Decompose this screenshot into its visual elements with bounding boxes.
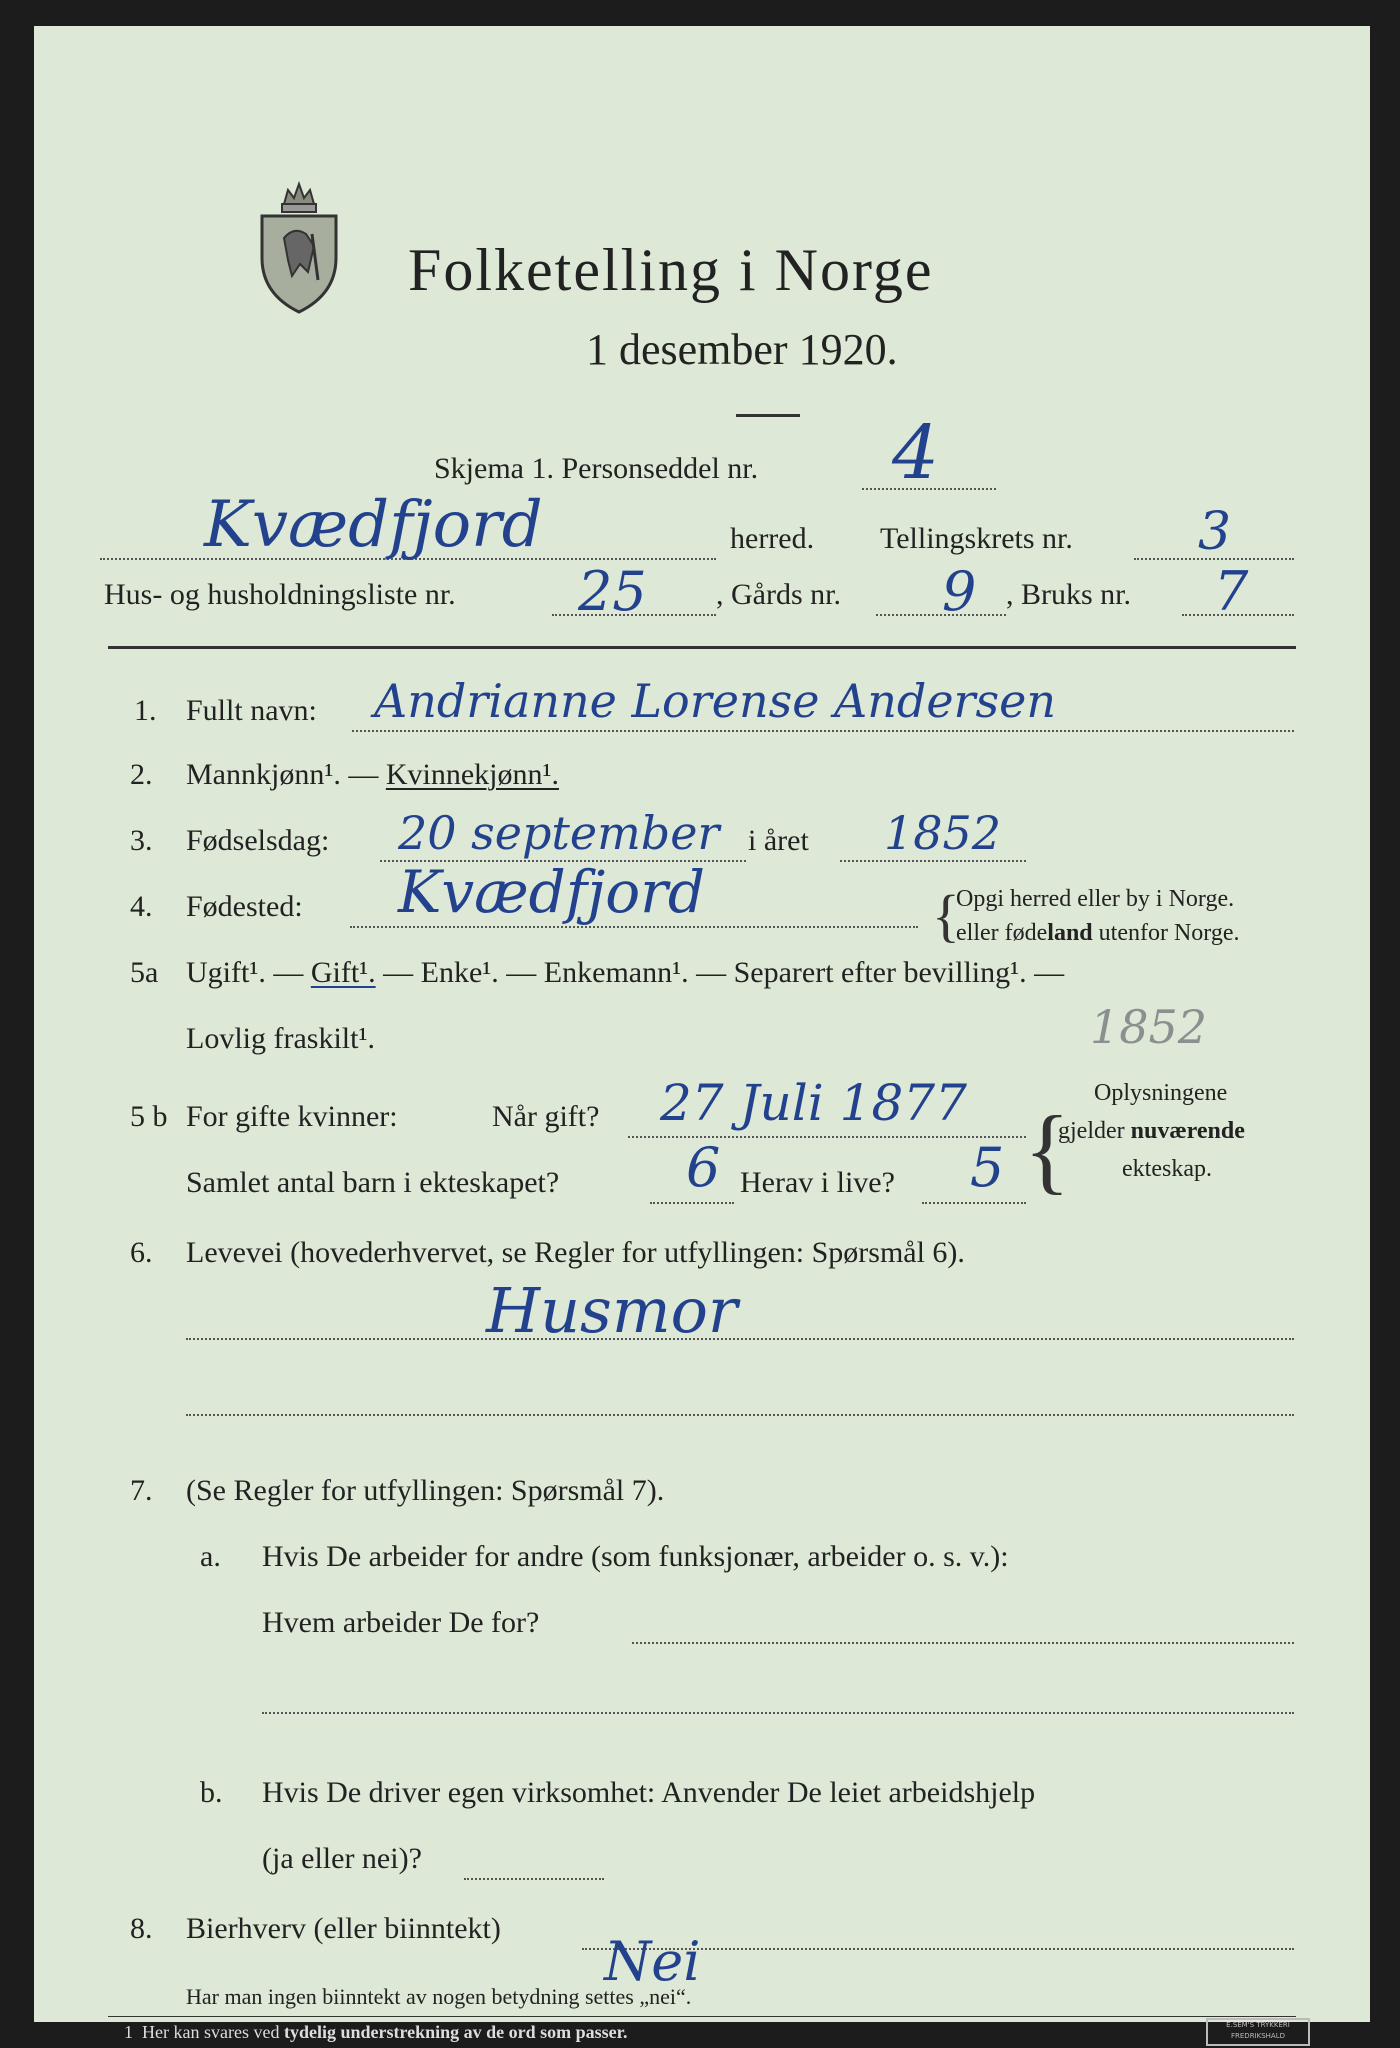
q5b-note-line1: Oplysningene [1094, 1080, 1228, 1106]
hus-label: Hus- og husholdningsliste nr. [104, 578, 456, 611]
q7a-question: Hvem arbeider De for? [262, 1606, 540, 1639]
q5b-note-line3: ekteskap. [1122, 1156, 1212, 1182]
printer-stamp-line2: FREDRIKSHALD [1230, 2032, 1285, 2040]
option-ugift: Ugift¹. [186, 956, 266, 989]
q7a-letter: a. [200, 1540, 221, 1573]
q5b-brace: { [1024, 1096, 1071, 1203]
option-separator: — [506, 956, 537, 989]
q3-label: Fødselsdag: [186, 824, 330, 857]
herred-value: Kvædfjord [204, 488, 543, 562]
q6-dotted-line-1 [186, 1338, 1294, 1340]
q5b-note-line2 [1058, 1118, 1245, 1145]
pencil-note: 1852 [1090, 1000, 1208, 1054]
printer-stamp [1206, 2018, 1310, 2046]
q1-number: 1. [134, 694, 157, 727]
q5b-alive-label: Herav i live? [740, 1166, 895, 1199]
q4-note-line2-bold: land [1047, 920, 1093, 946]
q4-number: 4. [130, 890, 153, 923]
tellingskrets-value: 3 [1198, 502, 1232, 562]
q7-label: (Se Regler for utfyllingen: Spørsmål 7). [186, 1474, 665, 1507]
q5b-number: 5 b [130, 1100, 168, 1133]
children-alive-value: 5 [970, 1136, 1005, 1199]
marriage-date-value: 27 Juli 1877 [660, 1074, 967, 1132]
q6-label: Levevei (hovederhvervet, se Regler for utfyllingen: Spørsmål 6). [186, 1236, 965, 1269]
schema-number-value: 4 [892, 410, 940, 496]
option-separator: — [1034, 956, 1065, 989]
q5b-children-dotted-line [650, 1202, 734, 1204]
q7b-question: (ja eller nei)? [262, 1842, 422, 1875]
census-date: 1 desember 1920. [586, 325, 898, 374]
q7a-dotted-line-1 [632, 1642, 1294, 1644]
birth-year-value: 1852 [884, 806, 1002, 860]
title-divider [736, 414, 800, 417]
q5b-note-line2-bold: nuværende [1130, 1118, 1245, 1144]
bruks-value: 7 [1214, 560, 1249, 623]
option-separator: — [348, 758, 379, 791]
q4-note-line2 [956, 920, 1240, 947]
q2-options [186, 758, 559, 792]
footnote-divider [108, 2016, 1296, 2017]
option-gift-selected: Gift¹. [310, 956, 376, 989]
q2-number: 2. [130, 758, 153, 791]
schema-label: Skjema 1. Personseddel nr. [434, 452, 759, 485]
q6-number: 6. [130, 1236, 153, 1269]
option-separator: — [696, 956, 727, 989]
q3-number: 3. [130, 824, 153, 857]
q8-hint: Har man ingen biinntekt av nogen betydning settes „nei“. [186, 1984, 692, 2009]
form-title: Folketelling i Norge [408, 237, 934, 303]
side-income-value: Nei [604, 1930, 701, 1993]
option-separert: Separert efter bevilling¹. [733, 956, 1027, 989]
tellingskrets-label: Tellingskrets nr. [880, 522, 1073, 555]
footnote [124, 2022, 628, 2043]
q5b-when-label: Når gift? [492, 1100, 600, 1133]
q3-year-label: i året [748, 824, 809, 857]
q8-number: 8. [130, 1912, 153, 1945]
option-enkemann: Enkemann¹. [543, 956, 689, 989]
q7b-letter: b. [200, 1776, 223, 1809]
gards-label: , Gårds nr. [716, 578, 841, 611]
q5a-options-row1 [186, 956, 1064, 990]
q4-note-line2-post: utenfor Norge. [1092, 920, 1240, 946]
q5b-alive-dotted-line [922, 1202, 1026, 1204]
option-male: Mannkjønn¹. [186, 758, 341, 791]
q6-dotted-line-2 [186, 1414, 1294, 1416]
option-lovlig-fraskilt: Lovlig fraskilt¹. [186, 1022, 375, 1055]
option-female-selected: Kvinnekjønn¹. [385, 758, 559, 791]
q3-year-dotted-line [840, 860, 1026, 862]
header-divider-rule [108, 646, 1296, 649]
footnote-text-pre: Her kan svares ved [142, 2022, 284, 2042]
q8-label: Bierhverv (eller biinntekt) [186, 1912, 501, 1945]
census-form-sheet [34, 26, 1370, 2022]
q4-note-line2-pre: eller føde [956, 920, 1048, 946]
q4-dotted-line [350, 926, 918, 928]
hus-value: 25 [578, 560, 647, 623]
option-enke: Enke¹. [420, 956, 499, 989]
children-count-value: 6 [686, 1136, 721, 1199]
q5a-number: 5a [130, 956, 159, 989]
option-separator: — [273, 956, 304, 989]
option-separator: — [383, 956, 414, 989]
herred-label: herred. [730, 522, 815, 555]
footnote-mark: 1 [124, 2022, 133, 2042]
bruks-label: , Bruks nr. [1006, 578, 1132, 611]
coat-of-arms-icon [254, 176, 344, 316]
footnote-text-bold: tydelig understrekning av de ord som passer. [283, 2022, 628, 2042]
q7-number: 7. [130, 1474, 153, 1507]
gards-value: 9 [942, 560, 977, 623]
q4-brace: { [932, 883, 960, 948]
q5b-note-line2-pre: gjelder [1058, 1118, 1131, 1144]
q4-note-line1: Opgi herred eller by i Norge. [956, 886, 1235, 912]
q5b-label: For gifte kvinner: [186, 1100, 398, 1133]
birth-day-value: 20 september [398, 806, 720, 860]
q7a-dotted-line-2 [262, 1712, 1294, 1714]
q5b-children-label: Samlet antal barn i ekteskapet? [186, 1166, 560, 1199]
q7b-dotted-line [464, 1878, 604, 1880]
printer-stamp-line1: E.SEM'S TRYKKERI [1226, 2021, 1290, 2029]
q7a-text: Hvis De arbeider for andre (som funksjonær, arbeider o. s. v.): [262, 1540, 1009, 1573]
full-name-value: Andrianne Lorense Andersen [374, 674, 1057, 728]
q1-dotted-line [352, 730, 1294, 732]
q1-label: Fullt navn: [186, 694, 317, 727]
birthplace-value: Kvædfjord [398, 858, 705, 926]
q7b-text: Hvis De driver egen virksomhet: Anvender De leiet arbeidshjelp [262, 1776, 1036, 1809]
occupation-value: Husmor [486, 1274, 738, 1347]
gards-dotted-line [876, 614, 1006, 616]
q4-label: Fødested: [186, 890, 303, 923]
